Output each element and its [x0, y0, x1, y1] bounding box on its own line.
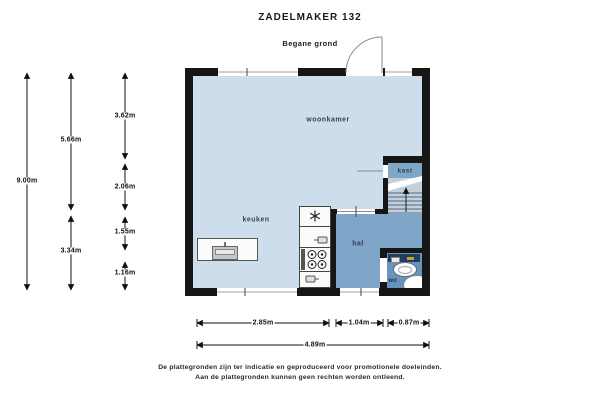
sink-icon [212, 246, 238, 260]
appliance-cell-4 [299, 271, 331, 288]
dim-height-kast-stairs: 2.06m [114, 183, 136, 191]
floor-subtitle: Begane grond [282, 39, 338, 48]
hal-passage-opening [337, 209, 375, 214]
room-label-wc: wc [388, 278, 398, 284]
vertical-dimension-lines [27, 73, 125, 290]
room-label-woonkamer: woonkamer [306, 116, 350, 124]
dim-height-total: 9.00m [16, 177, 38, 185]
sink-drainer [215, 249, 235, 255]
window-top-right [385, 68, 412, 76]
dim-width-hal: 1.04m [348, 319, 370, 327]
kast-door-opening [383, 165, 388, 178]
faucet-icon [407, 257, 414, 260]
window-bottom-left [217, 288, 297, 296]
room-label-keuken: keuken [242, 216, 270, 224]
dim-height-upper: 5.66m [60, 136, 82, 144]
window-top-left [218, 68, 298, 76]
wc-cistern-counter [388, 254, 420, 262]
dim-width-wc: 0.87m [398, 319, 420, 327]
dim-height-hal: 1.55m [114, 228, 136, 236]
room-label-hal: hal [352, 240, 364, 248]
room-label-kast: kast [397, 167, 413, 175]
entrance-door-opening [346, 68, 383, 76]
appliance-fridge-cell [299, 206, 331, 227]
disclaimer-line-2: Aan de plattegronden kunnen geen rechten worden ontleend. [195, 374, 405, 381]
wc-door-opening [380, 258, 387, 282]
dim-height-lower: 3.34m [60, 247, 82, 255]
dim-height-woonkamer: 3.62m [114, 112, 136, 120]
disclaimer-line-1: De plattegronden zijn ter indicatie en geproduceerd voor promotionele doeleinden. [158, 364, 442, 371]
page-title: ZADELMAKER 132 [258, 12, 362, 23]
kast-top-wall [383, 156, 430, 163]
dim-width-total: 4.89m [304, 341, 326, 349]
window-bottom-hal [340, 288, 379, 296]
dim-height-wc: 1.16m [114, 269, 136, 277]
appliance-cell-2 [299, 226, 331, 248]
staircase [388, 178, 422, 213]
appliance-hob-cell [299, 247, 331, 272]
dim-width-keuken: 2.85m [252, 319, 274, 327]
